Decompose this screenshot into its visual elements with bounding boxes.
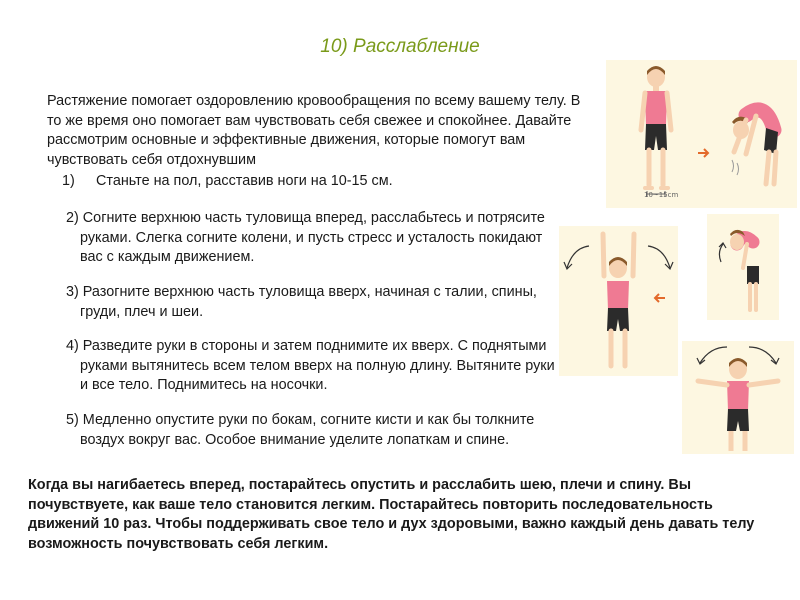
illustration-stand-and-bend [606,60,797,208]
summary-paragraph: Когда вы нагибаетесь вперед, постарайтесь опустить и расслабить шею, плечи и спину. Вы почувствуете, как ваше тело становится легким. Постарайтесь повторить последовательность движений 10 раз. Чтобы поддерживать свое тело и дух здоровыми, важно каждый день давать телу возможность почувствовать себя легким. [28,477,755,552]
left-arrow-icon [655,294,665,302]
arms-raised-figure [559,226,678,376]
page-title: 10) Расслабление [320,36,480,57]
step-1-number: 1) [62,173,75,189]
illustration-rolling-up [707,214,779,320]
rolling-up-figure [707,214,779,320]
step-1 [62,172,542,192]
standing-figure [641,66,671,197]
bending-figure [732,110,778,184]
stand-and-bend-figures [606,60,797,208]
step-4: 4) Разведите руки в стороны и затем поднимите их вверх. С поднятыми руками вытянитесь всем телом вверх на полную длину. Вытяните руки и все тело. Поднимитесь на носочки. [66,338,555,393]
step-5: 5) Медленно опустите руки по бокам, согните кисти и как бы толкните воздух вокруг вас. Особое внимание уделите лопаткам и спине. [66,412,535,448]
illustration-arms-sides [682,341,794,454]
step-1-text: Станьте на пол, расставив ноги на 10-15 см. [96,173,393,189]
distance-caption: 10~15cm [644,191,679,199]
step-3: 3) Разогните верхнюю часть туловища вверх, начиная с талии, спины, груди, плеч и шеи. [66,284,537,320]
step-2: 2) Согните верхнюю часть туловища вперед, расслабьтесь и потрясите руками. Слегка согните колени, и пусть стресс и усталость покидают вас с каждым движением. [66,210,545,265]
intro-paragraph: Растяжение помогает оздоровлению кровообращения по всему вашему телу. В то же время оно помогает вам чувствовать себя свежее и спокойнее. Давайте рассмотрим основные и эффективные движения, которые помогут вам чувствовать себя отдохнувшим [47,93,581,168]
arms-sides-figure [682,341,794,454]
right-arrow-icon [698,149,708,157]
illustration-arms-raised [559,226,678,376]
